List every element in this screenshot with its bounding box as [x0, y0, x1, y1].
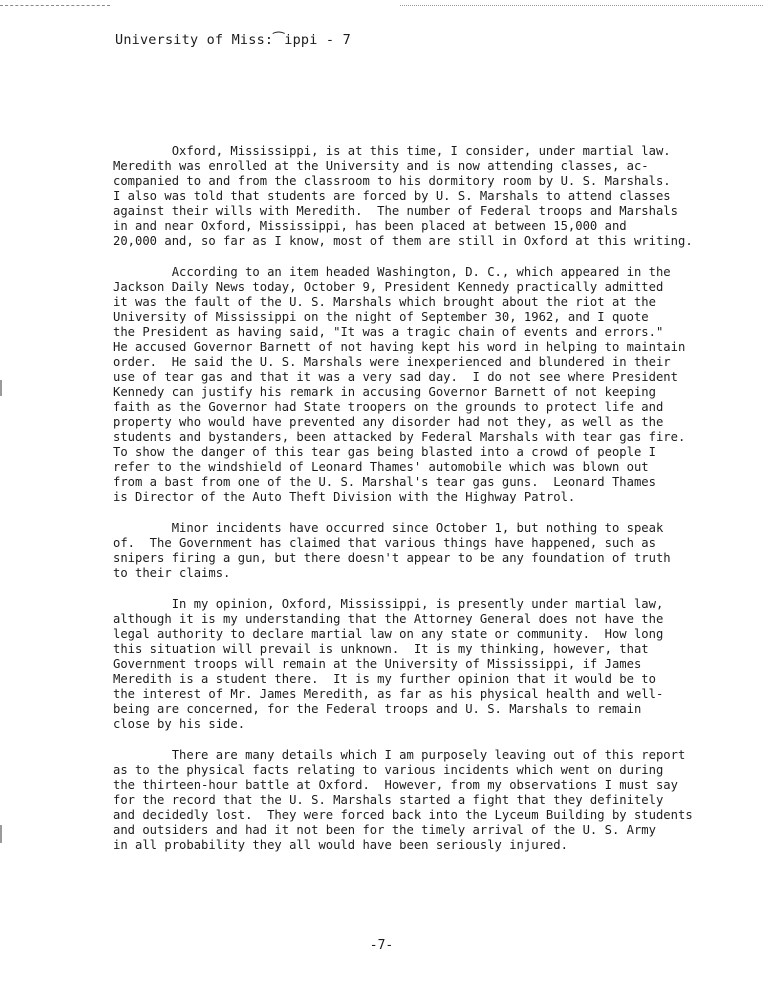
page-number: -7- [369, 938, 394, 953]
text-line: faith as the Governor had State troopers on the grounds to protect life and [113, 400, 664, 414]
text-line: Meredith was enrolled at the University and is now attending classes, ac- [113, 159, 649, 173]
text-line: According to an item headed Washington, D. C., which appeared in the [113, 265, 671, 279]
text-line: is Director of the Auto Theft Division with the Highway Patrol. [113, 490, 576, 504]
text-line: this situation will prevail is unknown. It is my thinking, however, that [113, 642, 649, 656]
text-line: in and near Oxford, Mississippi, has been placed at between 15,000 and [113, 219, 627, 233]
text-line: the President as having said, "It was a tragic chain of events and errors." [113, 325, 664, 339]
text-line: from a bast from one of the U. S. Marshal's tear gas guns. Leonard Thames [113, 475, 656, 489]
text-line: close by his side. [113, 717, 246, 731]
text-line: it was the fault of the U. S. Marshals which brought about the riot at the [113, 295, 656, 309]
left-edge-mark [0, 825, 2, 843]
text-line: I also was told that students are forced by U. S. Marshals to attend classes [113, 189, 671, 203]
top-edge-rule [0, 5, 110, 6]
text-line: order. He said the U. S. Marshals were inexperienced and blundered in their [113, 355, 671, 369]
text-line: There are many details which I am purposely leaving out of this report [113, 748, 686, 762]
text-line: although it is my understanding that the Attorney General does not have the [113, 612, 664, 626]
text-line: legal authority to declare martial law on any state or community. How long [113, 627, 664, 641]
paragraph [113, 521, 713, 581]
text-line: To show the danger of this tear gas being blasted into a crowd of people I [113, 445, 656, 459]
page-header: University of Miss:⁀ippi - 7 [115, 32, 351, 48]
paragraph [113, 265, 713, 505]
text-line: companied to and from the classroom to his dormitory room by U. S. Marshals. [113, 174, 671, 188]
text-line: against their wills with Meredith. The number of Federal troops and Marshals [113, 204, 678, 218]
text-line: the thirteen-hour battle at Oxford. However, from my observations I must say [113, 778, 678, 792]
text-line: as to the physical facts relating to various incidents which went on during [113, 763, 664, 777]
text-line: to their claims. [113, 566, 231, 580]
text-line: Jackson Daily News today, October 9, President Kennedy practically admitted [113, 280, 664, 294]
text-line: Oxford, Mississippi, is at this time, I consider, under martial law. [113, 144, 671, 158]
text-line: the interest of Mr. James Meredith, as far as his physical health and well- [113, 687, 664, 701]
text-line: Government troops will remain at the University of Mississippi, if James [113, 657, 642, 671]
text-line: He accused Governor Barnett of not having kept his word in helping to maintain [113, 340, 686, 354]
left-edge-mark [0, 380, 2, 396]
text-line: University of Mississippi on the night of September 30, 1962, and I quote [113, 310, 649, 324]
text-line: being are concerned, for the Federal troops and U. S. Marshals to remain [113, 702, 642, 716]
paragraph [113, 748, 713, 853]
text-line: property who would have prevented any disorder had not they, as well as the [113, 415, 664, 429]
text-line: and outsiders and had it not been for the timely arrival of the U. S. Army [113, 823, 656, 837]
text-line: in all probability they all would have been seriously injured. [113, 838, 568, 852]
text-line: Minor incidents have occurred since October 1, but nothing to speak [113, 521, 664, 535]
text-line: use of tear gas and that it was a very sad day. I do not see where President [113, 370, 678, 384]
text-line: and decidedly lost. They were forced back into the Lyceum Building by students [113, 808, 693, 822]
text-line: In my opinion, Oxford, Mississippi, is presently under martial law, [113, 597, 664, 611]
text-line: of. The Government has claimed that various things have happened, such as [113, 536, 656, 550]
top-edge-rule-right [400, 5, 763, 6]
text-line: students and bystanders, been attacked by Federal Marshals with tear gas fire. [113, 430, 686, 444]
text-line: 20,000 and, so far as I know, most of them are still in Oxford at this writing. [113, 234, 693, 248]
text-line: Meredith is a student there. It is my further opinion that it would be to [113, 672, 656, 686]
text-line: Kennedy can justify his remark in accusing Governor Barnett of not keeping [113, 385, 656, 399]
text-line: for the record that the U. S. Marshals started a fight that they definitely [113, 793, 664, 807]
text-line: snipers firing a gun, but there doesn't appear to be any foundation of truth [113, 551, 671, 565]
text-line: refer to the windshield of Leonard Thames' automobile which was blown out [113, 460, 649, 474]
document-body [113, 144, 713, 869]
paragraph [113, 597, 713, 732]
paragraph [113, 144, 713, 249]
